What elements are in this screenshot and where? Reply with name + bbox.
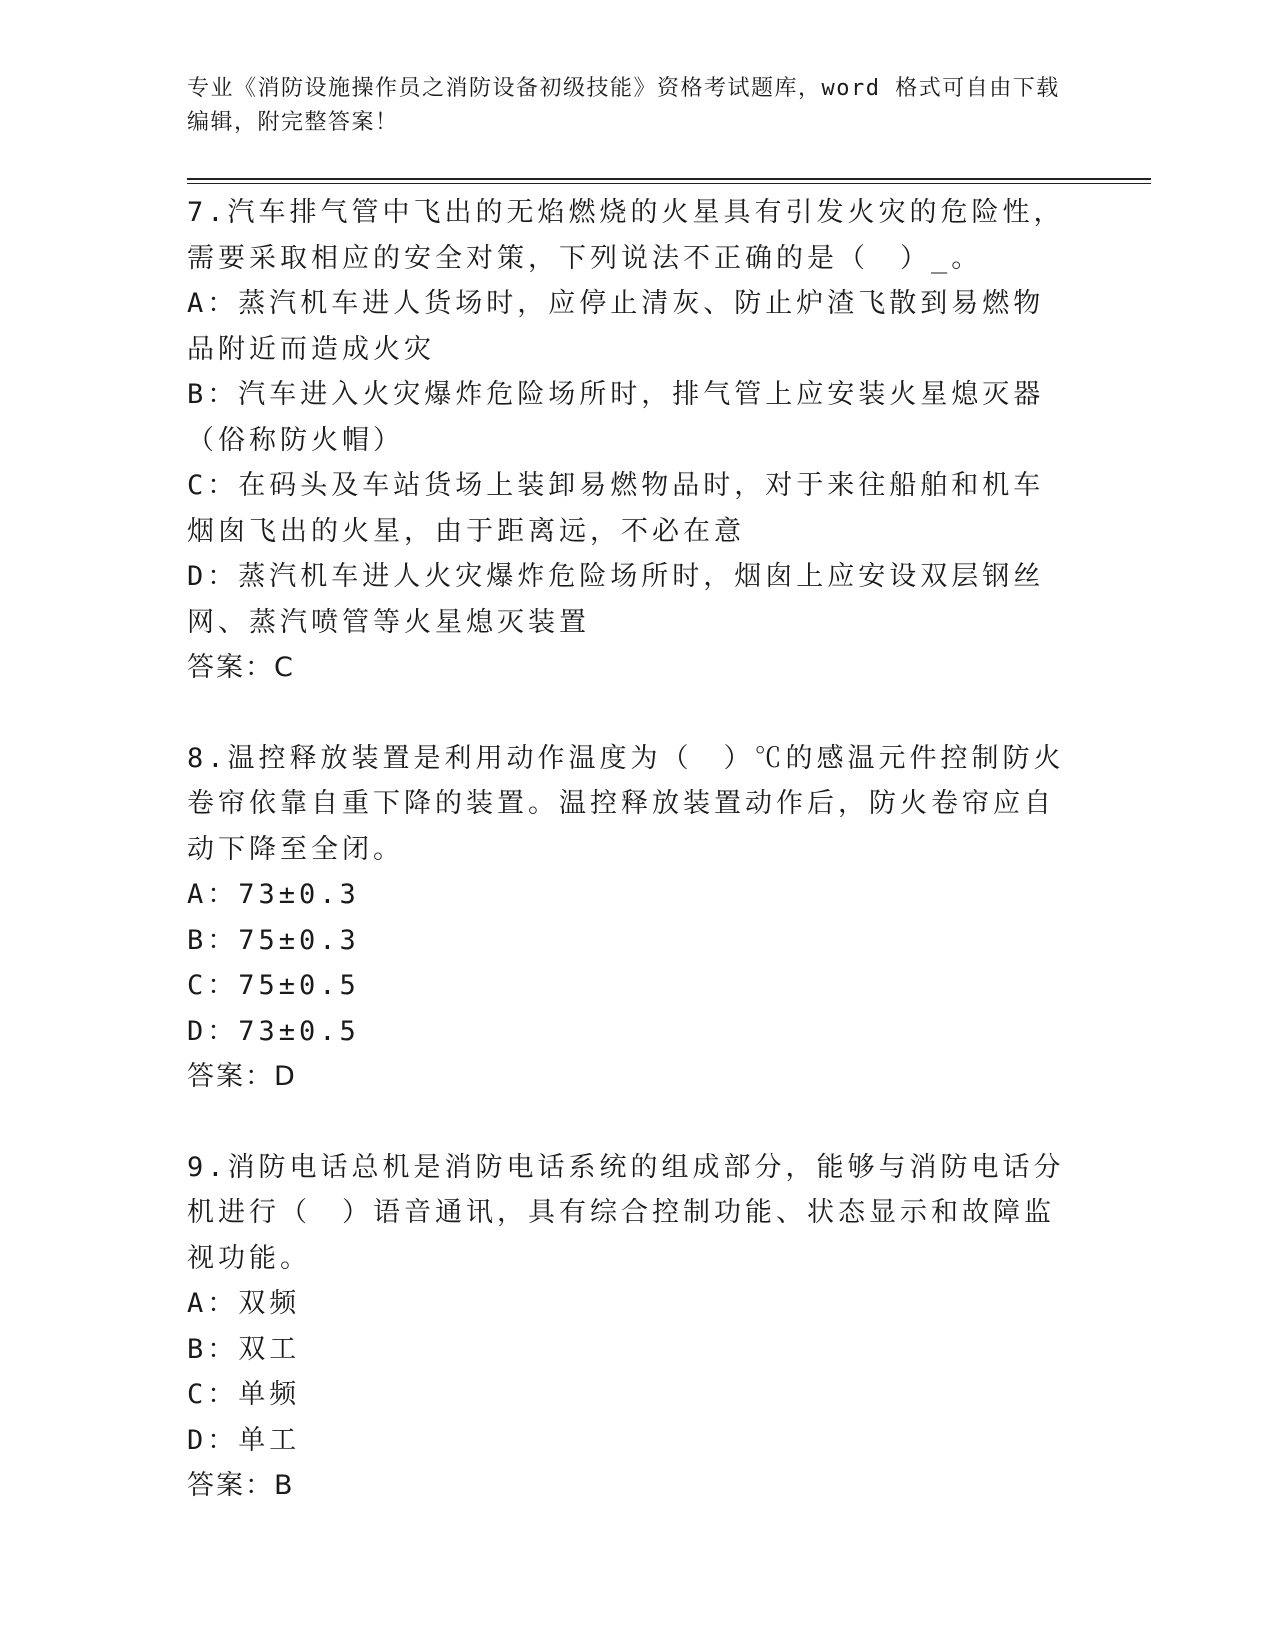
answer-line: 答案：D <box>187 1061 297 1092</box>
header-divider <box>187 178 1151 184</box>
document-header: 专业《消防设施操作员之消防设备初级技能》资格考试题库，word 格式可自由下载编辑，附完整答案！ <box>187 76 1060 135</box>
option-c: C：单频 <box>187 1379 301 1410</box>
option-a: A：73±0.3 <box>187 879 360 910</box>
question-text: 9.消防电话总机是消防电话系统的组成部分，能够与消防电话分机进行（ ）语音通讯，具有综合控制功能、状态显示和故障监视功能。 <box>187 1151 1065 1274</box>
answer-line: 答案：C <box>187 652 295 683</box>
question-list <box>187 190 1087 1554</box>
question-8 <box>187 736 1087 1100</box>
option-b: B：汽车进入火灾爆炸危险场所时，排气管上应安装火星熄灭器（俗称防火帽） <box>187 379 1045 456</box>
option-b: B：75±0.3 <box>187 924 360 956</box>
question-9 <box>187 1145 1087 1509</box>
option-d: D：73±0.5 <box>187 1015 360 1047</box>
question-text: 7.汽车排气管中飞出的无焰燃烧的火星具有引发火灾的危险性，需要采取相应的安全对策，下列说法不正确的是（ ）_。 <box>187 197 1065 274</box>
answer-line: 答案：B <box>187 1470 295 1501</box>
option-d: D：单工 <box>187 1424 301 1456</box>
question-text: 8.温控释放装置是利用动作温度为（ ）℃的感温元件控制防火卷帘依靠自重下降的装置。温控释放装置动作后，防火卷帘应自动下降至全闭。 <box>187 742 1065 865</box>
option-d: D：蒸汽机车进人火灾爆炸危险场所时，烟囱上应安设双层钢丝网、蒸汽喷管等火星熄灭装置 <box>187 561 1045 638</box>
option-a: A：蒸汽机车进人货场时，应停止清灰、防止炉渣飞散到易燃物品附近而造成火灾 <box>187 288 1045 365</box>
option-c: C：75±0.5 <box>187 970 360 1001</box>
option-b: B：双工 <box>187 1333 301 1365</box>
option-a: A：双频 <box>187 1288 301 1319</box>
option-c: C：在码头及车站货场上装卸易燃物品时，对于来往船舶和机车烟囱飞出的火星，由于距离远，不必在意 <box>187 470 1045 547</box>
question-7 <box>187 190 1087 691</box>
